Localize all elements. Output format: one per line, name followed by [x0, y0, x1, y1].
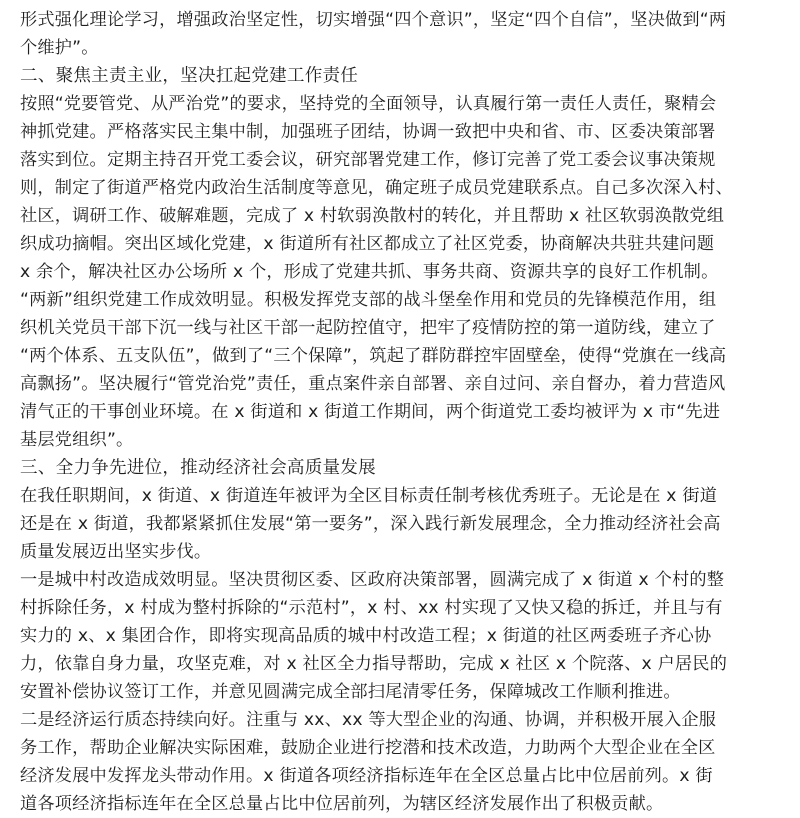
- paragraph-line: x 余个，解决社区办公场所 x 个，形成了党建共抓、事务共商、资源共享的良好工作机制。: [20, 262, 719, 282]
- section-heading: 三、全力争先进位，推动经济社会高质量发展: [20, 458, 376, 478]
- paragraph-line: 经济发展中发挥龙头带动作用。x 街道各项经济指标连年在全区总量占比中位居前列。x 街: [20, 766, 713, 786]
- paragraph-line: 道各项经济指标连年在全区总量占比中位居前列，为辖区经济发展作出了积极贡献。: [20, 794, 664, 814]
- paragraph-line: 个维护”。: [20, 38, 99, 58]
- paragraph-line: 二是经济运行质态持续向好。注重与 xx、xx 等大型企业的沟通、协调，并积极开展入企服: [20, 710, 717, 730]
- paragraph-line: “两新”组织党建工作成效明显。积极发挥党支部的战斗堡垒作用和党员的先锋模范作用，组: [20, 290, 717, 310]
- paragraph-line: 社区，调研工作、破解难题，完成了 x 村软弱涣散村的转化，并且帮助 x 社区软弱涣散党组: [20, 206, 725, 226]
- paragraph-line: 神抓党建。严格落实民主集中制，加强班子团结，协调一致把中央和省、市、区委决策部署: [20, 122, 716, 142]
- paragraph-line: 质量发展迈出坚实步伐。: [20, 542, 212, 562]
- paragraph-line: 一是城中村改造成效明显。坚决贯彻区委、区政府决策部署，圆满完成了 x 街道 x 个村的整: [20, 570, 725, 590]
- paragraph-line: 织机关党员干部下沉一线与社区干部一起防控值守，把牢了疫情防控的第一道防线，建立了: [20, 318, 716, 338]
- paragraph-line: 安置补偿协议签订工作，并意见圆满完成全部扫尾清零任务，保障城改工作顺利推进。: [20, 682, 681, 702]
- paragraph-line: 力，依靠自身力量，攻坚克难，对 x 社区全力指导帮助，完成 x 社区 x 个院落、x 户居民的: [20, 654, 728, 674]
- paragraph-line: 清气正的干事创业环境。在 x 街道和 x 街道工作期间，两个街道党工委均被评为 x 市“先进: [20, 402, 721, 422]
- paragraph-line: 织成功摘帽。突出区域化党建，x 街道所有社区都成立了社区党委，协商解决共驻共建问题: [20, 234, 715, 254]
- paragraph-line: 村拆除任务，x 村成为整村拆除的“示范村”，x 村、xx 村实现了又快又稳的拆迁，并且与有: [20, 598, 723, 618]
- paragraph-line: 基层党组织”。: [20, 430, 134, 450]
- paragraph-line: 落实到位。定期主持召开党工委会议，研究部署党建工作，修订完善了党工委会议事决策规: [20, 150, 716, 170]
- paragraph-line: 务工作，帮助企业解决实际困难，鼓励企业进行挖潜和技术改造，力助两个大型企业在全区: [20, 738, 716, 758]
- paragraph-line: 则，制定了街道严格党内政治生活制度等意见，确定班子成员党建联系点。自己多次深入村、: [20, 178, 733, 198]
- paragraph-line: 形式强化理论学习，增强政治坚定性，切实增强“四个意识”，坚定“四个自信”，坚决做到“两: [20, 10, 727, 30]
- section-heading: 二、聚焦主责主业，坚决扛起党建工作责任: [20, 66, 359, 86]
- paragraph-line: 还是在 x 街道，我都紧紧抓住发展“第一要务”，深入践行新发展理念，全力推动经济社会高: [20, 514, 721, 534]
- paragraph-line: 在我任职期间，x 街道、x 街道连年被评为全区目标责任制考核优秀班子。无论是在 x 街道: [20, 486, 718, 506]
- paragraph-line: 按照“党要管党、从严治党”的要求，坚持党的全面领导，认真履行第一责任人责任，聚精会: [20, 94, 717, 114]
- paragraph-line: “两个体系、五支队伍”，做到了“三个保障”，筑起了群防群控牢固壁垒，使得“党旗在一线高: [20, 346, 727, 366]
- paragraph-line: 实力的 x、x 集团合作，即将实现高品质的城中村改造工程；x 街道的社区两委班子齐心协: [20, 626, 712, 646]
- paragraph-line: 高飘扬”。坚决履行“管党治党”责任，重点案件亲自部署、亲自过问、亲自督办，着力营造风: [20, 374, 726, 394]
